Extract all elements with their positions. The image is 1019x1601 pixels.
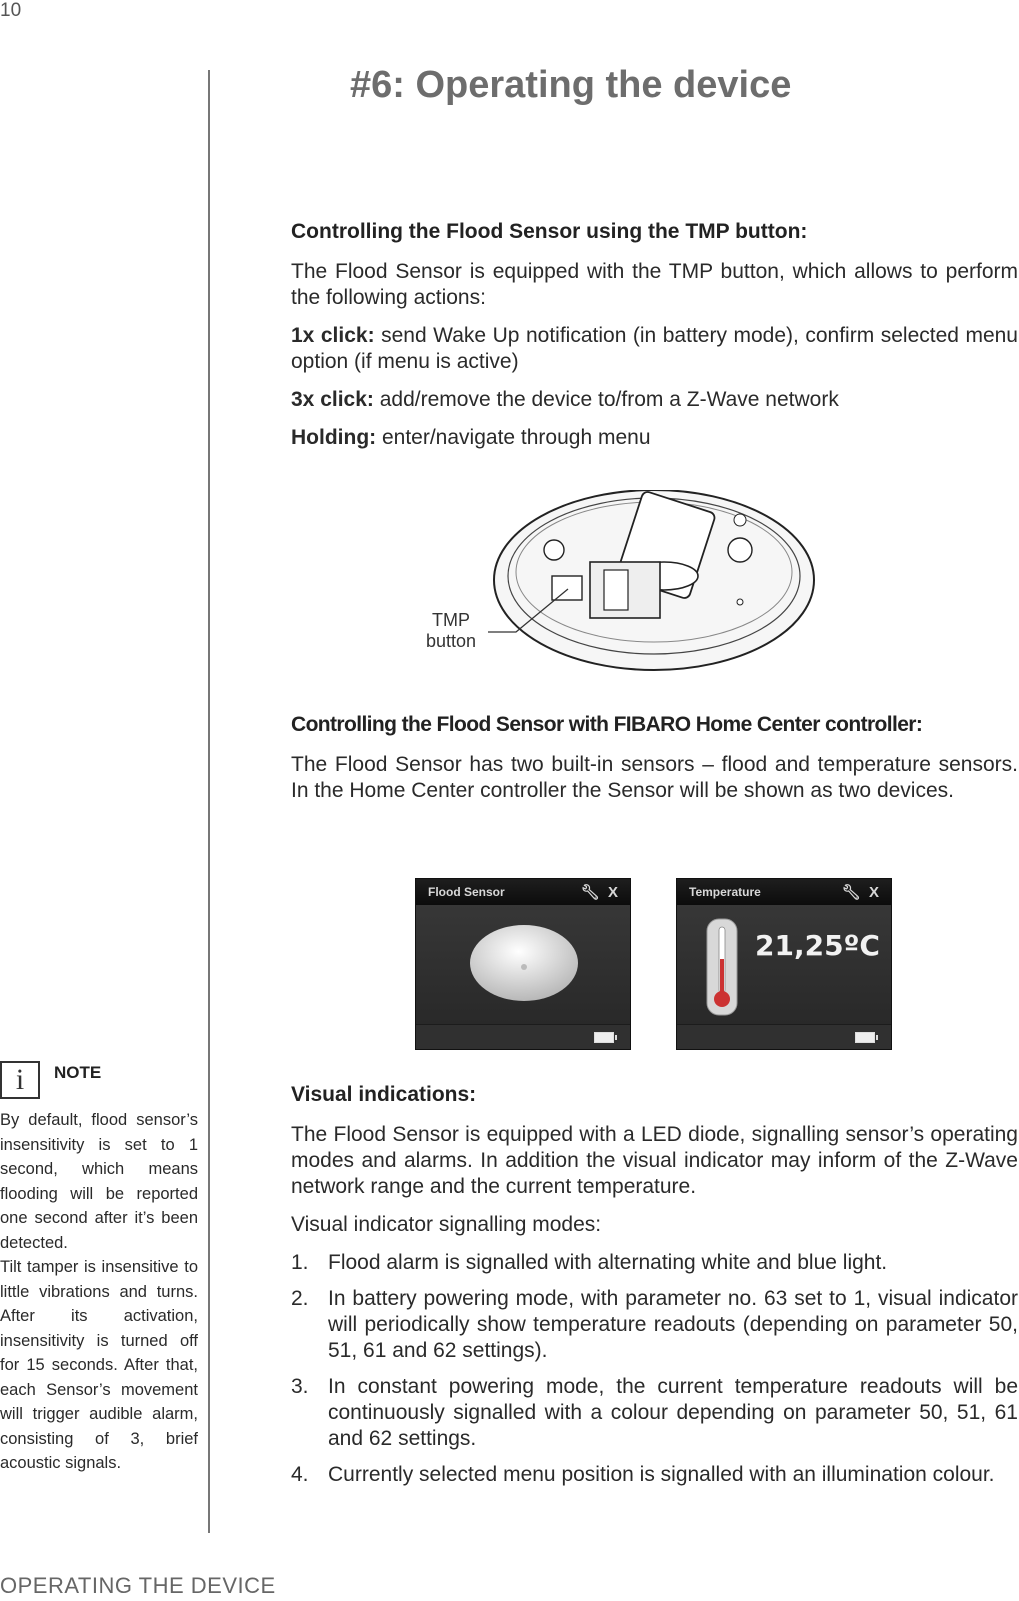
column-divider — [208, 70, 210, 1533]
panel-footer — [416, 1024, 630, 1049]
note-paragraph-1: By default, flood sensor’s insensitivity is set to 1 second, which means flooding will be reported one second after it’s been detected. — [0, 1111, 198, 1252]
close-icon[interactable]: X — [868, 884, 879, 901]
visual-text: The Flood Sensor is equipped with a LED diode, signalling sensor’s operating modes and alarms. In addition the visual indicator may inform of the Z-Wave network range and the current temperature. — [291, 1123, 1018, 1198]
panel-tools — [581, 883, 618, 901]
note-title: NOTE — [54, 1063, 102, 1082]
battery-icon — [594, 1032, 614, 1043]
battery-icon — [855, 1032, 875, 1043]
page-title: #6: Operating the device — [350, 64, 792, 106]
panel-header — [416, 879, 630, 905]
list-text: Flood alarm is signalled with alternating white and blue light. — [328, 1251, 888, 1274]
flood-sensor-device-image — [468, 923, 580, 1003]
close-icon[interactable]: X — [607, 884, 618, 901]
tmp-section — [291, 219, 1018, 451]
list-text: In battery powering mode, with parameter no. 63 set to 1, visual indicator will periodically show temperature readouts (depending on parameter 50, 51, 61 and 62 settings). — [328, 1287, 1018, 1362]
action-label: Holding: — [291, 426, 377, 449]
panel-footer — [677, 1024, 891, 1049]
list-item — [291, 1374, 1018, 1452]
hc-heading: Controlling the Flood Sensor with FIBARO Home Center controller: — [291, 713, 923, 736]
list-number: 4. — [291, 1463, 309, 1486]
action-3x-click — [291, 387, 1018, 413]
page-number: 10 — [0, 0, 22, 21]
visual-indications-section — [291, 1082, 1018, 1498]
hc-text: The Flood Sensor has two built-in sensors – flood and temperature sensors. In the Home Center controller the Sensor will be shown as two devices. — [291, 753, 1018, 802]
temperature-panel[interactable] — [676, 878, 892, 1050]
wrench-icon[interactable]: 🔧︎ — [841, 884, 861, 901]
action-text: send Wake Up notification (in battery mode), confirm selected menu option (if menu is active) — [291, 324, 1018, 373]
info-icon: i — [0, 1061, 40, 1099]
note-body — [0, 1108, 198, 1476]
action-1x-click — [291, 323, 1018, 375]
page-footer: OPERATING THE DEVICE — [0, 1573, 276, 1598]
flood-sensor-panel[interactable] — [415, 878, 631, 1050]
callout-line-1: TMP — [432, 610, 470, 630]
list-item — [291, 1286, 1018, 1364]
list-text: In constant powering mode, the current temperature readouts will be continuously signalled with a colour depending on parameter 50, 51, 61 and 62 settings. — [328, 1375, 1018, 1450]
visual-heading: Visual indications: — [291, 1083, 477, 1106]
tmp-button-callout — [416, 610, 486, 652]
list-number: 1. — [291, 1251, 309, 1274]
list-text: Currently selected menu position is signalled with an illumination colour. — [328, 1463, 995, 1486]
signalling-modes-list — [291, 1250, 1018, 1488]
action-label: 3x click: — [291, 388, 374, 411]
callout-line-2: button — [425, 631, 477, 651]
list-item — [291, 1250, 1018, 1276]
home-center-section — [291, 712, 1018, 804]
note-paragraph-2: Tilt tamper is insensitive to little vibrations and turns. After its activation, insensitivity is turned off for 15 seconds. After that, each Sensor’s movement will trigger audible alarm, consisting of 3, brief acoustic signals. — [0, 1258, 198, 1472]
panel-title: Flood Sensor — [428, 885, 505, 899]
panel-header — [677, 879, 891, 905]
temperature-value: 21,25ºC — [755, 929, 880, 962]
wrench-icon[interactable]: 🔧︎ — [580, 884, 600, 901]
note-header — [0, 1061, 101, 1099]
list-item — [291, 1462, 1018, 1488]
action-text: add/remove the device to/from a Z-Wave network — [379, 388, 839, 411]
tmp-heading: Controlling the Flood Sensor using the TMP button: — [291, 220, 808, 243]
panel-title: Temperature — [689, 885, 761, 899]
action-label: 1x click: — [291, 324, 375, 347]
panel-tools — [842, 883, 879, 901]
action-holding — [291, 425, 1018, 451]
action-text: enter/navigate through menu — [381, 426, 651, 449]
thermometer-icon — [705, 917, 739, 1017]
tmp-intro: The Flood Sensor is equipped with the TMP button, which allows to perform the following actions: — [291, 260, 1018, 309]
modes-title: Visual indicator signalling modes: — [291, 1213, 602, 1236]
tmp-button-leader-line — [486, 585, 576, 635]
list-number: 3. — [291, 1375, 309, 1398]
list-number: 2. — [291, 1287, 309, 1310]
